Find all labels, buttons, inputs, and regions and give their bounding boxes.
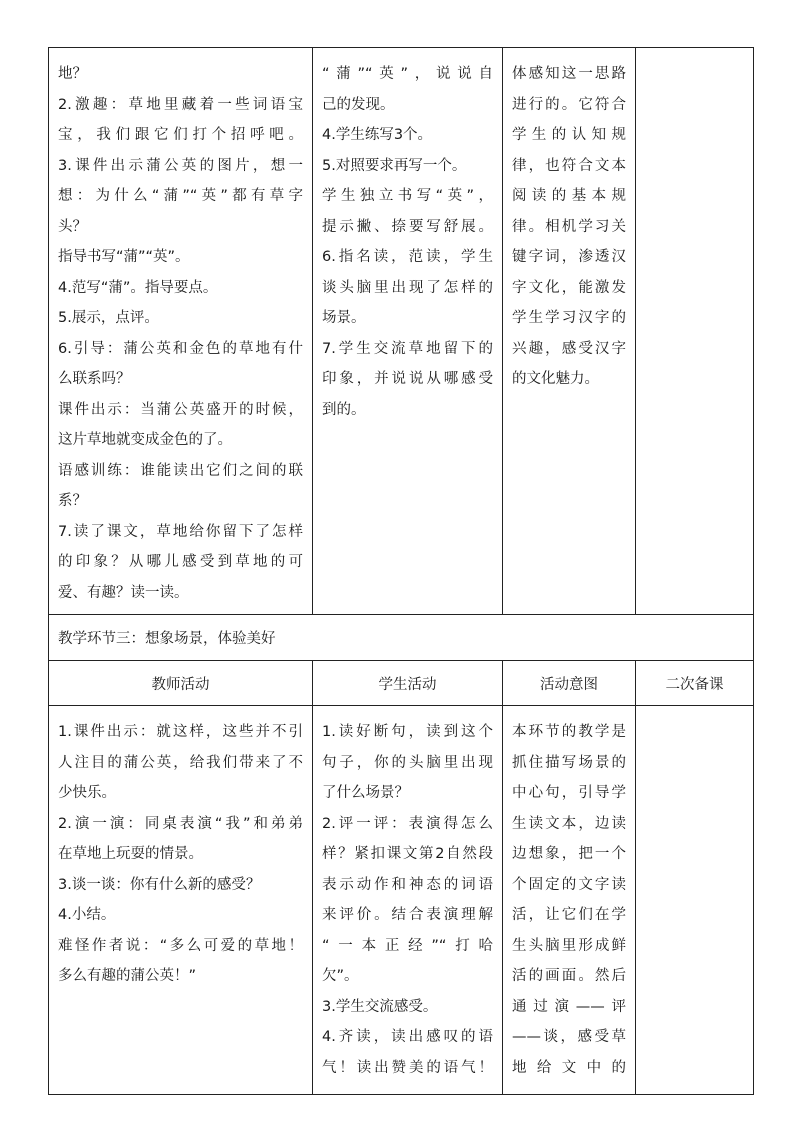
text-line: 场景。 [322,310,366,326]
text-line: 字文化，能激发 [512,279,626,296]
lesson-plan-table [48,47,754,1095]
table-row-header [49,661,754,706]
text-line: 1.课件出示：就这样，这些并不引 [58,724,303,740]
table-row-section [49,615,754,661]
text-line: 到的。 [322,401,366,418]
text-line: 边想象，把一个 [512,846,626,862]
text-line: 这片草地就变成金色的了。 [58,432,232,448]
text-line: 系？ [58,493,87,509]
text-line: ——谈，感受草 [512,1029,626,1045]
text-line: 么联系吗？ [58,371,131,387]
text-line: 2.评一评：表演得怎么 [322,815,493,832]
text-line: 学生的认知规 [512,127,626,143]
text-line: 6.指名读，范读，学生 [322,249,493,265]
teacher-activity-cell [49,48,313,615]
activity-intent-cell [503,706,636,1095]
activity-intent-cell [503,48,636,615]
text-line: 5.展示，点评。 [58,310,159,326]
text-line: 生读文本，边读 [512,815,626,832]
text-line: 4.学生练写3个。 [322,127,433,143]
text-line: 学生独立书写“英”， [322,188,493,204]
text-line: 想：为什么“蒲”“英”都有草字 [58,188,303,204]
text-line: 1.读好断句，读到这个 [322,724,493,740]
text-line: 己的发现。 [322,96,395,113]
text-line: 3.学生交流感受。 [322,998,438,1015]
text-line: 兴趣，感受汉字 [512,340,626,357]
text-line: 学生学习汉字的 [512,310,626,326]
text-line: 指导书写“蒲”“英”。 [58,249,190,265]
text-line: 少快乐。 [58,785,116,801]
text-line: 4.齐读，读出感叹的语 [322,1029,493,1045]
text-line: 律。相机学习关 [512,218,626,235]
teacher-activity-cell [49,706,313,1095]
table-row-section3 [49,706,754,1095]
text-line: 人注目的蒲公英，给我们带来了不 [58,754,303,771]
text-line: 提示撇、捺要写舒展。 [322,218,493,235]
text-line: 阅读的基本规 [512,188,626,204]
text-line: 在草地上玩耍的情景。 [58,846,203,862]
text-line: 课件出示：当蒲公英盛开的时候， [58,401,303,418]
text-line: 律，也符合文本 [512,157,626,174]
text-line: 欠”。 [322,968,359,984]
text-line: 通过演——评 [512,998,626,1015]
text-line: 难怪作者说：“多么可爱的草地！ [58,937,303,954]
text-line: 语感训练：谁能读出它们之间的联 [58,462,303,479]
text-line: 样？紧扣课文第2自然段 [322,846,493,862]
text-line: 4.小结。 [58,907,116,923]
text-line: 中心句，引导学 [512,785,626,801]
text-line: 句子，你的头脑里出现 [322,754,493,771]
text-line: 活，让它们在学 [512,907,626,923]
text-line: 3.课件出示蒲公英的图片，想一 [58,157,303,174]
text-line: 谈头脑里出现了怎样的 [322,279,493,296]
text-line: 4.范写“蒲”。指导要点。 [58,279,218,296]
table-row-continued [49,48,754,615]
text-line: 键字词，渗透汉 [512,249,626,265]
text-line: 3.谈一谈：你有什么新的感受？ [58,876,261,893]
section-title: 教学环节三：想象场景，体验美好 [49,615,754,661]
text-line: 生头脑里形成鲜 [512,937,626,954]
text-line: 了什么场景？ [322,785,409,801]
text-line: 印象，并说说从哪感受 [322,371,493,387]
text-line: 7.读了课文，草地给你留下了怎样 [58,523,303,540]
text-line: 的印象？从哪儿感受到草地的可 [58,554,303,570]
text-line: 的文化魅力。 [512,371,599,387]
text-line: 进行的。它符合 [512,96,626,113]
text-line: 活的画面。然后 [512,968,626,984]
text-line: 地？ [58,66,87,82]
text-line: 爱、有趣？读一读。 [58,584,189,601]
student-activity-cell [313,706,503,1095]
text-line: 6.引导：蒲公英和金色的草地有什 [58,340,303,357]
text-line: 体感知这一思路 [512,66,626,82]
text-line: 个固定的文字读 [512,876,626,893]
text-line: 表示动作和神态的词语 [322,876,493,893]
text-line: 2.演一演：同桌表演“我”和弟弟 [58,815,303,832]
text-line: 来评价。结合表演理解 [322,907,493,923]
text-line: “一本正经”“打哈 [322,937,493,954]
text-line: 头？ [58,218,87,235]
text-line: 宝，我们跟它们打个招呼吧。 [58,127,303,143]
text-line: 5.对照要求再写一个。 [322,157,467,174]
text-line: 2.激趣：草地里藏着一些词语宝 [58,96,303,113]
text-line: 7.学生交流草地留下的 [322,340,493,357]
header-teacher-activity: 教师活动 [49,661,313,706]
text-line: 本环节的教学是 [512,724,626,740]
text-line: 抓住描写场景的 [512,754,626,771]
header-second-prep: 二次备课 [636,661,754,706]
second-prep-cell [636,48,754,615]
second-prep-cell [636,706,754,1095]
header-student-activity: 学生活动 [313,661,503,706]
student-activity-cell [313,48,503,615]
text-line: “蒲”“英”，说说自 [322,66,493,82]
header-activity-intent: 活动意图 [503,661,636,706]
text-line: 地给文中的 [512,1059,626,1076]
text-line: 气！读出赞美的语气！ [322,1059,493,1076]
text-line: 多么有趣的蒲公英！” [58,968,197,984]
